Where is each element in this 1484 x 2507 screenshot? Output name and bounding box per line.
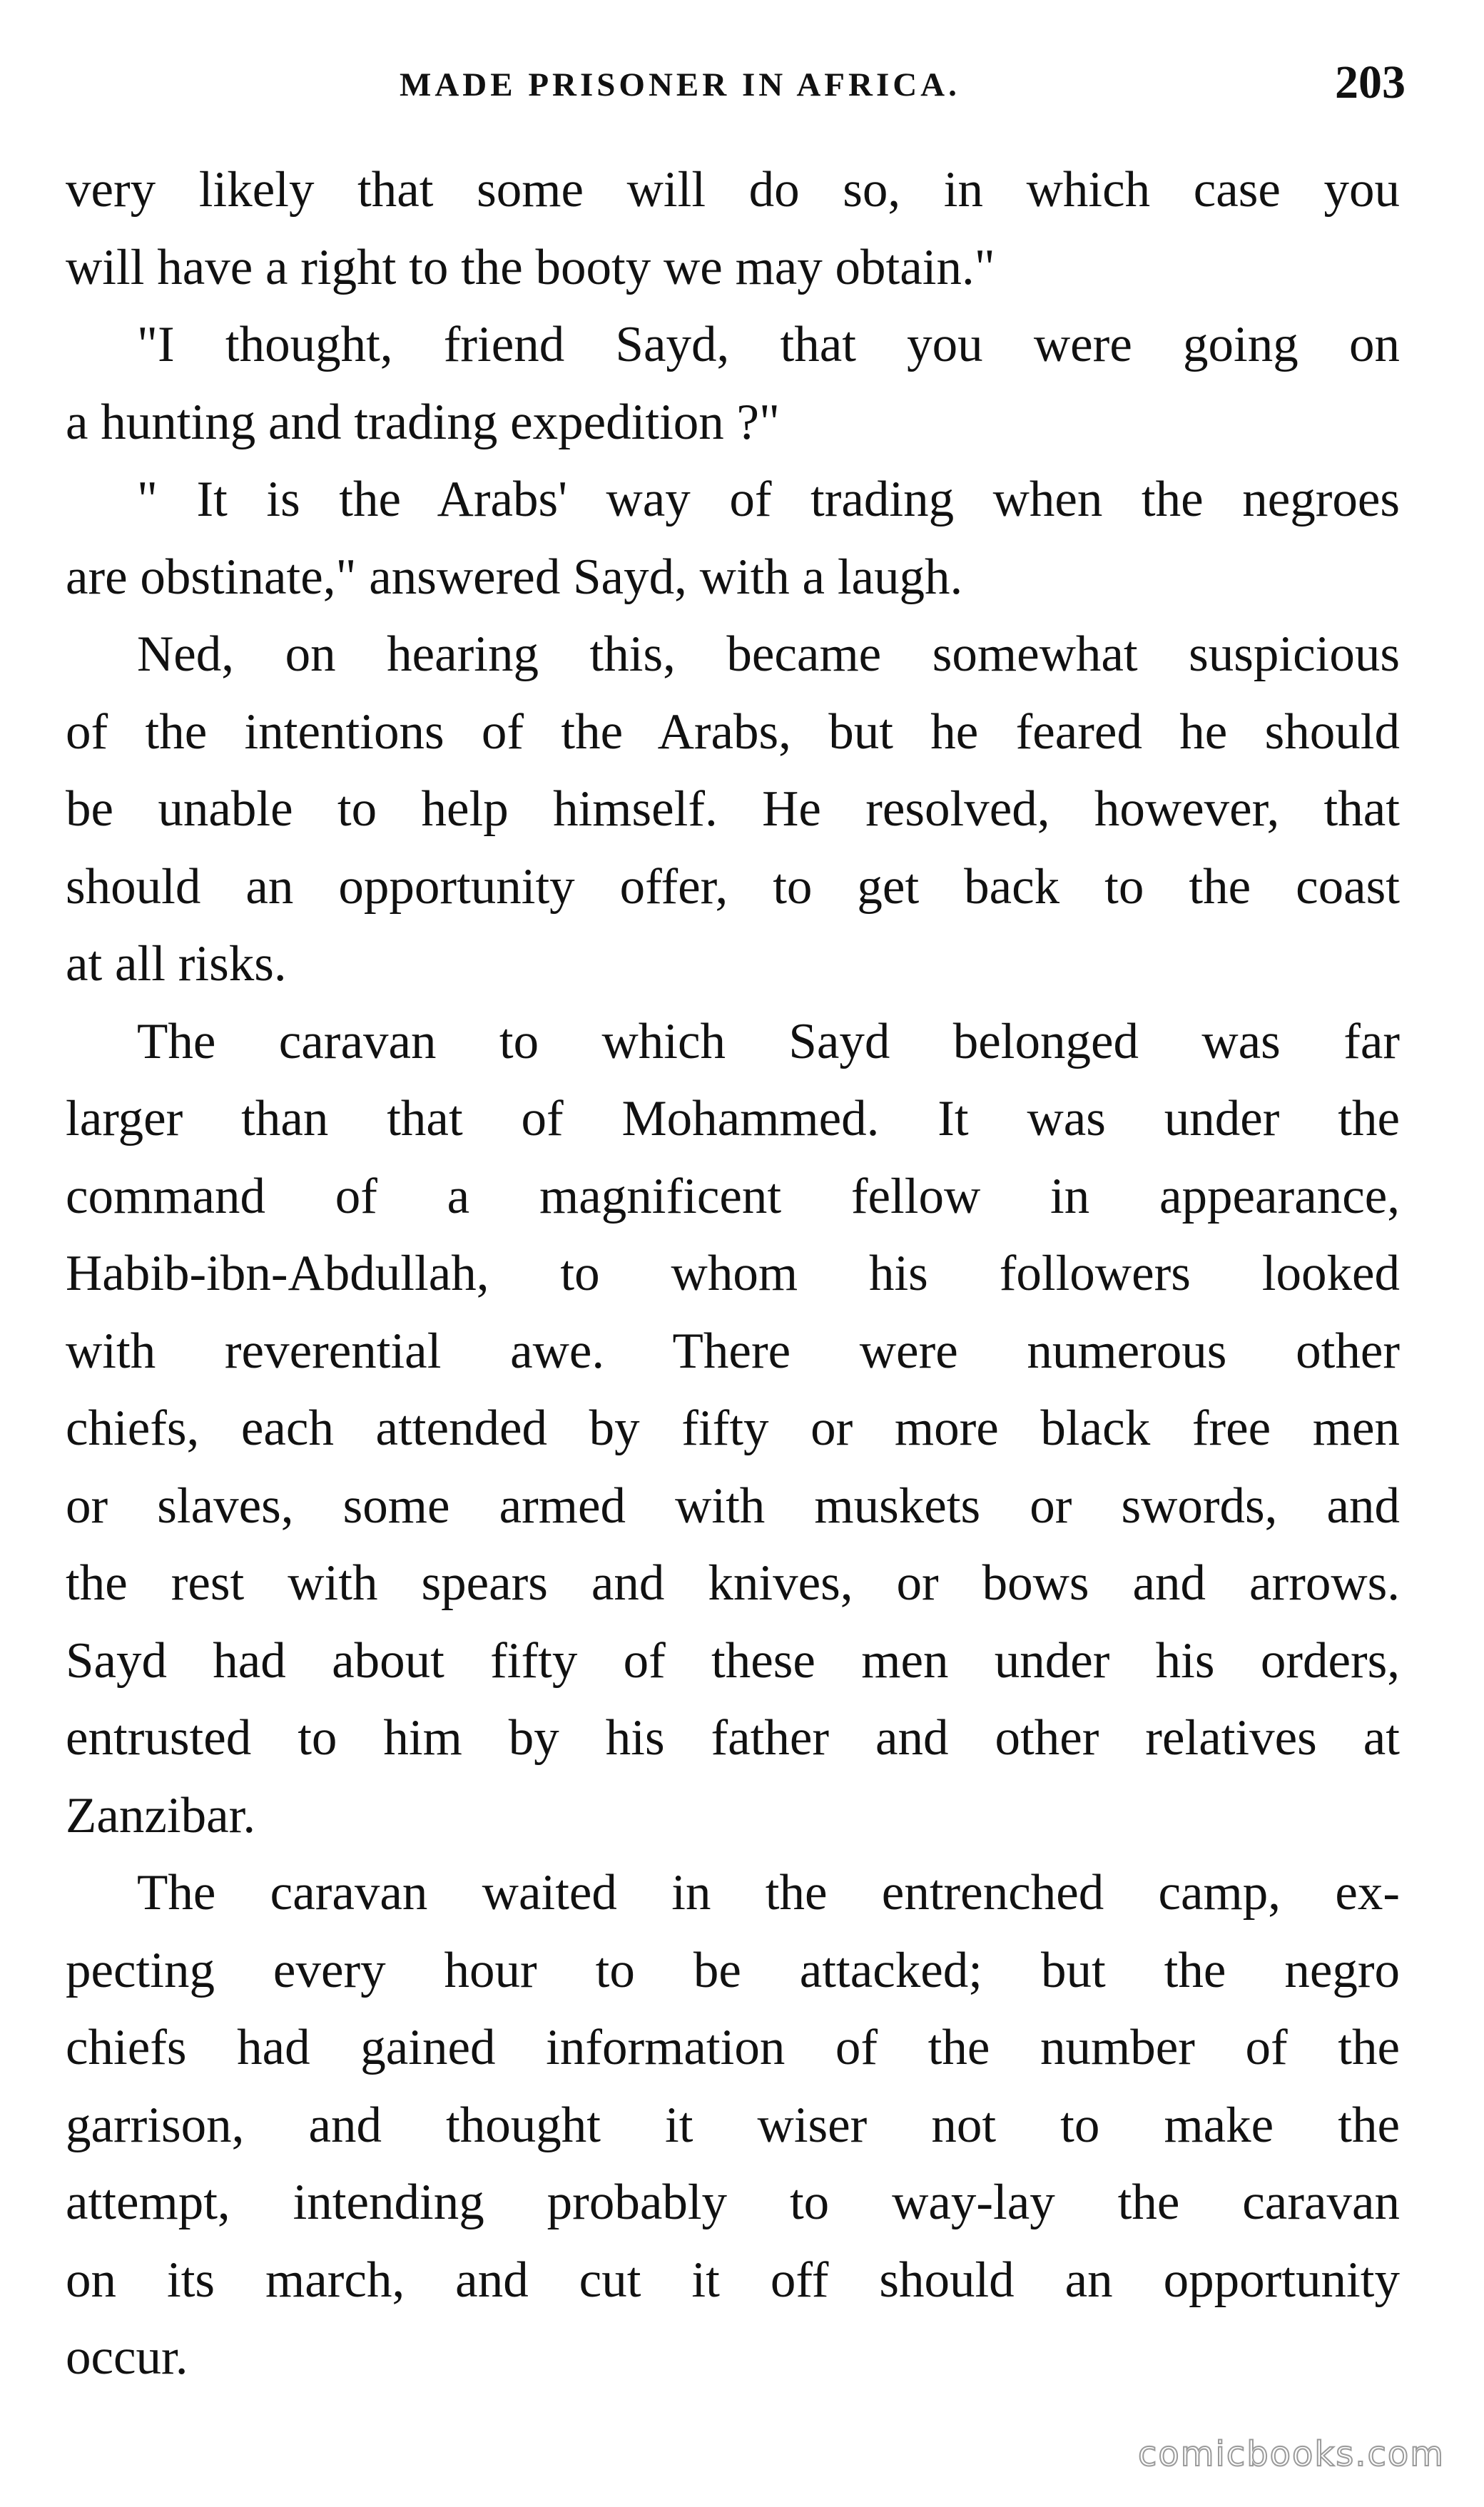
text-line: very likely that some will do so, in which case you [66, 162, 1400, 218]
text-line: attempt, intending probably to way-lay the caravan [66, 2175, 1400, 2230]
text-line: Zanzibar. [66, 1787, 256, 1844]
text-line: Ned, on hearing this, became somewhat suspicious [137, 626, 1400, 682]
text-line: will have a right to the booty we may obtain." [66, 239, 995, 295]
running-title: MADE PRISONER IN AFRICA. [400, 66, 960, 103]
text-line: chiefs had gained information of the number of the [66, 2020, 1400, 2075]
text-line: garrison, and thought it wiser not to make the [66, 2097, 1400, 2153]
text-line: with reverential awe. There were numerous other [66, 1323, 1400, 1379]
paragraph [66, 151, 1400, 306]
text-line: larger than that of Mohammed. It was under the [66, 1091, 1400, 1146]
paragraph [66, 1003, 1400, 1855]
watermark: comicbooks.com [1137, 2434, 1445, 2474]
text-line: on its march, and cut it off should an opportunity [66, 2252, 1400, 2308]
text-line: Habib-ibn-Abdullah, to whom his followers looked [66, 1246, 1400, 1301]
text-line: pecting every hour to be attacked; but the negro [66, 1942, 1400, 1998]
running-header [64, 56, 1406, 116]
paragraph [66, 1854, 1400, 2396]
paragraph [66, 616, 1400, 1003]
text-line: at all risks. [66, 936, 287, 992]
text-line: or slaves, some armed with muskets or swords, and [66, 1478, 1400, 1534]
text-line: occur. [66, 2329, 188, 2385]
text-line: The caravan waited in the entrenched camp, ex- [137, 1865, 1400, 1921]
text-line: the rest with spears and knives, or bows and arrows. [66, 1555, 1400, 1611]
text-line: The caravan to which Sayd belonged was far [137, 1013, 1400, 1069]
body-text [66, 151, 1400, 2396]
text-line: "I thought, friend Sayd, that you were going on [137, 317, 1400, 372]
text-line: command of a magnificent fellow in appearance, [66, 1168, 1400, 1224]
text-line: chiefs, each attended by fifty or more black free men [66, 1400, 1400, 1456]
text-line: be unable to help himself. He resolved, however, that [66, 781, 1400, 837]
text-line: of the intentions of the Arabs, but he feared he should [66, 703, 1400, 760]
text-line: are obstinate," answered Sayd, with a laugh. [66, 549, 963, 605]
text-line: should an opportunity offer, to get back to the coast [66, 858, 1400, 915]
paragraph [66, 461, 1400, 616]
text-line: Sayd had about fifty of these men under his orders, [66, 1632, 1400, 1689]
text-line: a hunting and trading expedition ?" [66, 394, 781, 450]
paragraph [66, 306, 1400, 461]
page-number: 203 [1335, 56, 1406, 108]
text-line: entrusted to him by his father and other relatives at [66, 1710, 1400, 1766]
text-line: " It is the Arabs' way of trading when the negroes [137, 472, 1400, 527]
